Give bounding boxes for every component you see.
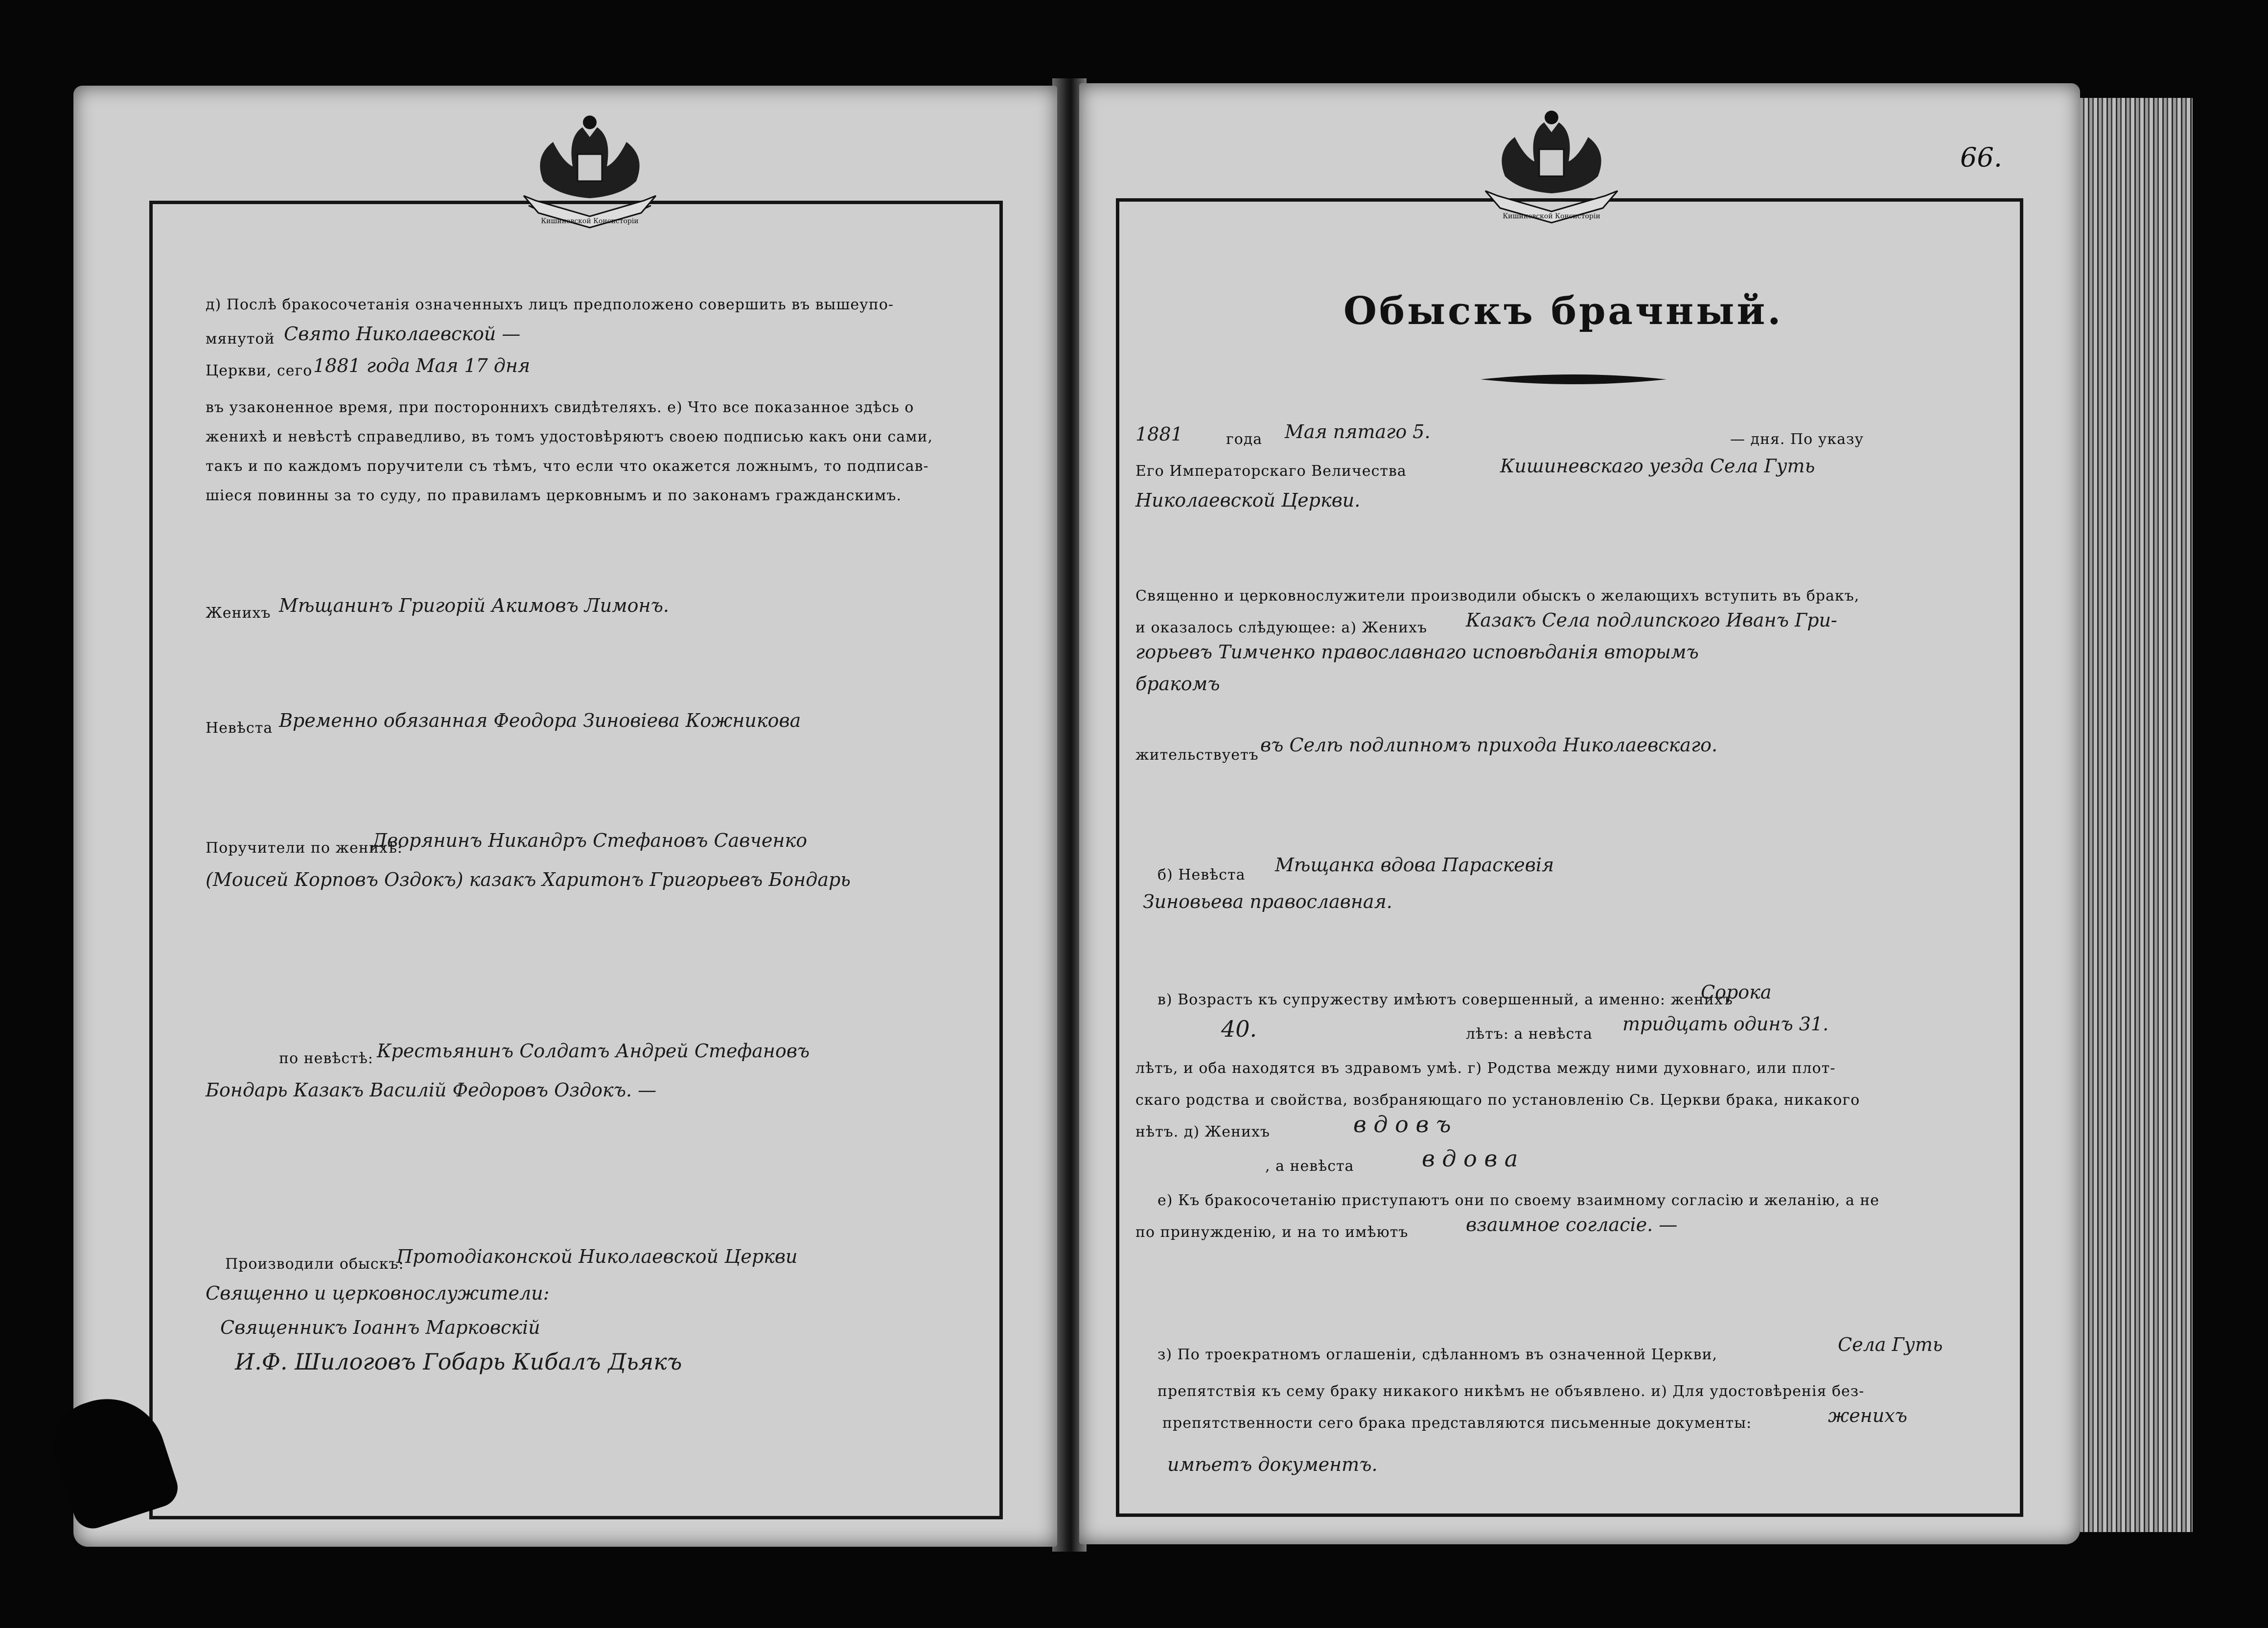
- para-d-line3-print: Церкви, сего: [206, 362, 313, 379]
- para-b-line1: Мѣщанка вдова Параскевія: [1275, 854, 1554, 876]
- groom-guarantors-line2: (Моисей Корповъ Оздокъ) казакъ Харитонъ Григорьевъ Бондарь: [206, 869, 851, 890]
- page-title: Обыскъ брачный.: [1343, 289, 1783, 333]
- para-b-line2: Зиновьева православная.: [1143, 891, 1392, 912]
- para-d-line7: шіеся повинны за то суду, по правиламъ церковнымъ и по законамъ гражданскимъ.: [206, 487, 902, 504]
- emblem-ribbon-text: Кишиневской Консисторіи: [541, 217, 639, 225]
- bride-value: Временно обязанная Феодора Зиновіева Кожникова: [279, 710, 801, 731]
- para-v-line6-print: , а невѣста: [1265, 1158, 1354, 1175]
- right-page: [1079, 83, 2080, 1544]
- para-d-line6: такъ и по каждомъ поручители съ тѣмъ, что если что окажется ложнымъ, то подписав-: [206, 458, 929, 475]
- groom-value: Мѣщанинъ Григорій Акимовъ Лимонъ.: [279, 595, 669, 616]
- para-v-groom-status: в д о в ъ: [1353, 1111, 1451, 1138]
- para-e-consent-hand: взаимное согласіе. —: [1466, 1214, 1678, 1235]
- para-e-line1: е) Къ бракосочетанію приступаютъ они по своему взаимному согласію и желанію, а не: [1157, 1192, 1880, 1209]
- para-d-line2-print: мянутой: [206, 330, 275, 348]
- para-v-bride-age: тридцать одинъ 31.: [1622, 1013, 1829, 1035]
- page-number: 66.: [1960, 142, 2002, 173]
- para-z-document-hand: имѣетъ документъ.: [1167, 1454, 1378, 1475]
- para-a-line4-hand: бракомъ: [1135, 673, 1220, 695]
- groom-label: Женихъ: [206, 605, 271, 622]
- para-e-line2-print: по принужденію, и на то имѣютъ: [1135, 1224, 1409, 1241]
- para-v-bride-status: в д о в а: [1422, 1145, 1518, 1172]
- para-d-line5: женихѣ и невѣстѣ справедливо, въ томъ удостовѣряютъ своею подписью какъ они сами,: [206, 428, 933, 445]
- para-b-label: б) Невѣста: [1157, 866, 1246, 884]
- intro-church-hand: Николаевской Церкви.: [1135, 489, 1361, 511]
- conducted-line4: И.Ф. Шилоговъ Гобарь Кибалъ Дьякъ: [235, 1349, 682, 1375]
- bride-guarantors-line2: Бондарь Казакъ Василій Федоровъ Оздокъ. —: [206, 1079, 657, 1101]
- para-d-line4: въ узаконенное время, при постороннихъ свидѣтеляхъ. е) Что все показанное здѣсь о: [206, 399, 914, 416]
- bride-label: Невѣста: [206, 720, 273, 737]
- para-z-line2: препятствія къ сему браку никакого никѣмъ не объявлено. и) Для удостовѣренія без-: [1157, 1383, 1865, 1400]
- conducted-line1: Протодіаконской Николаевской Церкви: [396, 1246, 798, 1267]
- para-z-line1-print: з) По троекратномъ оглашеніи, сдѣланномъ въ означенной Церкви,: [1157, 1346, 1718, 1363]
- para-d-date-hand: 1881 года Мая 17 дня: [313, 355, 531, 376]
- left-page: [73, 86, 1057, 1547]
- imperial-eagle-seal-icon: [509, 108, 671, 230]
- para-v-groom-age: 40.: [1221, 1016, 1257, 1042]
- groom-guarantors-label: Поручители по женихѣ:: [206, 839, 403, 857]
- para-z-line3-print: препятственности сего брака представляются письменные документы:: [1162, 1415, 1752, 1432]
- para-d-line1: д) Послѣ бракосочетанія означенныхъ лицъ предположено совершить въ вышеупо-: [206, 296, 894, 313]
- intro-day-label: — дня. По указу: [1730, 431, 1864, 448]
- emblem-ribbon-text: Кишиневской Консисторіи: [1503, 212, 1600, 220]
- residence-label: жительствуетъ: [1135, 746, 1259, 764]
- intro-majesty: Его Императорскаго Величества: [1135, 463, 1407, 480]
- conducted-line2: Священно и церковнослужители:: [206, 1282, 550, 1304]
- para-a-line3-hand: горьевъ Тимченко православнаго исповѣданія вторымъ: [1135, 641, 1699, 663]
- residence-value: въ Селѣ подлипномъ прихода Николаевскаго.: [1260, 734, 1718, 756]
- para-a-line1: Священно и церковнослужители производили обыскъ о желающихъ вступить въ бракъ,: [1135, 587, 1860, 605]
- intro-year: 1881: [1135, 423, 1183, 445]
- para-v-groom-age-words: Сорока: [1701, 981, 1772, 1003]
- title-ornament: [1481, 372, 1666, 387]
- right-page-frame: [1116, 198, 2023, 1517]
- para-v-line5-print: нѣтъ. д) Женихъ: [1135, 1123, 1271, 1140]
- para-a-line2-print: и оказалось слѣдующее: а) Женихъ: [1135, 619, 1428, 636]
- para-v-line2-print: лѣтъ: а невѣста: [1466, 1025, 1593, 1043]
- para-z-groom-hand: женихъ: [1828, 1405, 1907, 1426]
- conducted-line3: Священникъ Іоаннъ Марковскій: [220, 1317, 540, 1338]
- conducted-label: Производили обыскъ:: [225, 1256, 404, 1273]
- para-v-line1: в) Возрастъ къ супружеству имѣютъ совершенный, а именно: женихъ: [1157, 991, 1733, 1008]
- para-z-village-hand: Села Гуть: [1838, 1334, 1943, 1355]
- intro-month: Мая пятаго 5.: [1285, 421, 1431, 442]
- bride-guarantors-label: по невѣстѣ:: [279, 1050, 373, 1067]
- imperial-eagle-seal-icon: [1471, 103, 1632, 225]
- para-a-groom-hand: Казакъ Села подлипского Иванъ Гри-: [1466, 609, 1837, 631]
- para-v-line3: лѣтъ, и оба находятся въ здравомъ умѣ. г) Родства между ними духовнаго, или плот-: [1135, 1060, 1836, 1077]
- intro-year-label: года: [1226, 431, 1263, 448]
- para-v-line4: скаго родства и свойства, возбраняющаго по установленію Св. Церкви брака, никакого: [1135, 1092, 1860, 1109]
- groom-guarantors-line1: Дворянинъ Никандръ Стефановъ Савченко: [372, 830, 808, 851]
- page-edges: [2080, 98, 2193, 1532]
- bride-guarantors-line1: Крестьянинъ Солдатъ Андрей Стефановъ: [377, 1040, 810, 1062]
- intro-decree-hand: Кишиневскаго уезда Села Гуть: [1500, 455, 1815, 477]
- para-d-church-hand: Свято Николаевской —: [284, 323, 521, 345]
